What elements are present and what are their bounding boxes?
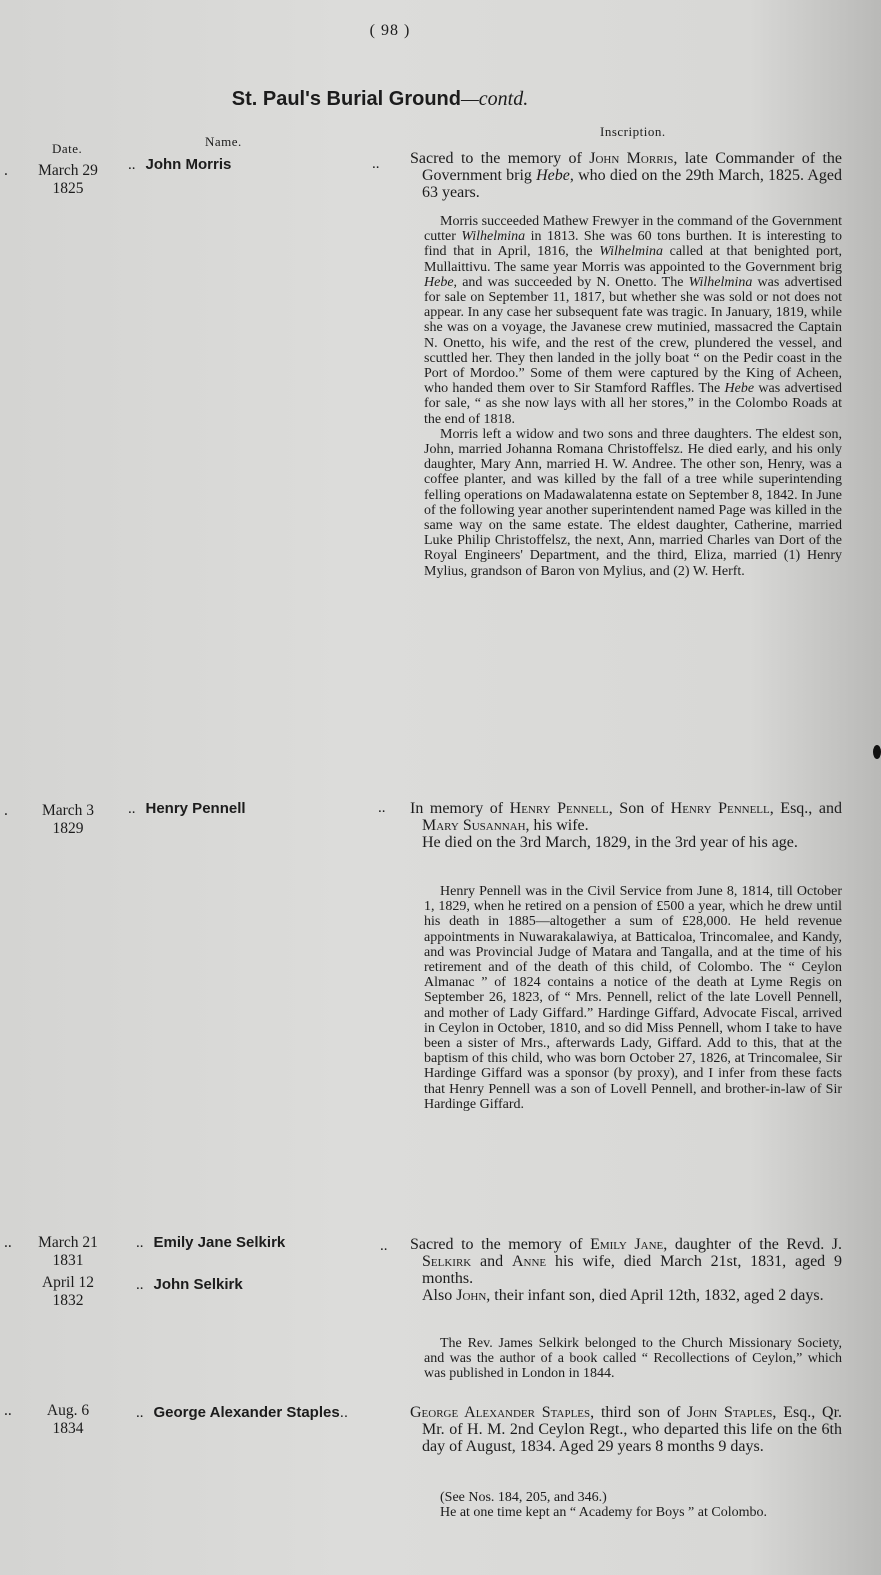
column-header-date: Date. [52,141,83,156]
entry-note: (See Nos. 184, 205, and 346.) He at one time kept an “ Academy for Boys ” at Colombo. [440,1490,767,1521]
entry-inscription: In memory of Henry Pennell, Son of Henry Pennell, Esq., and Mary Susannah, his wife. He died on the 3rd March, 1829, in the 3rd year of his age. [410,800,842,851]
entry-date: April 12 1832 [41,1274,95,1309]
page-title [0,88,760,111]
entry-note: Morris succeeded Mathew Frewyer in the command of the Government cutter Wilhelmina in 1813. She was 60 tons burthen. It is interesting to find that in April, 1816, the Wilhelmina called at that benighted port, Mullaittivu. The same year Morris was appointed to the Government brig Hebe, and was succeeded by N. Onetto. The Wilhelmina was advertised for sale on September 11, 1817, but whether she was sold or not does not appear. In any case her subsequent fate was tragic. In January, 1819, while she was on a voyage, the Javanese crew mutinied, massacred the Captain N. Onetto, his wife, and the rest of the crew, plundered the vessel, and scuttled her. They then landed in the jolly boat “ on the Pedir coast in the Port of Mordoo.” Some of them were captured by the King of Acheen, who handed them over to Sir Stamford Raffles. The Hebe was advertised for sale, “ as she now lays with all her stores,” in the Colombo Roads at the end of 1818. Morris left a widow and two sons and three daughters. The eldest son, John, married Johanna Romana Christoffelsz. He died early, and his only daughter, Mary Ann, married H. W. Andree. The other son, Henry, was a coffee planter, and was killed by the fall of a tree while superintending felling operations on Madawalatenna estate on September 8, 1842. In June of the following year another superintendent named Page was killed in the same way on the same estate. The eldest daughter, Catherine, married Luke Philip Christoffelsz, the next, Ann, married Charles van Dort of the Royal Engineers' Department, and the third, Eliza, married (1) Henry Mylius, grandson of Baron von Mylius, and (2) W. Herft. [424,214,842,579]
entry-date: .. Aug. 6 1834 [4,1402,90,1437]
entry-note: Henry Pennell was in the Civil Service from June 8, 1814, till October 1, 1829, when he retired on a pension of £500 a year, which he drew until his death in 1885—altogether a sum of £28,000. He held revenue appointments in Nuwarakalawiya, at Batticaloa, Trincomalee, and Kandy, and was Provincial Judge of Matara and Tangalla, and at the time of his retirement and of the death of this child, of Colombo. The “ Ceylon Almanac ” of 1824 contains a notice of the death at Lyme Regis on September 26, 1823, of “ Mrs. Pennell, relict of the late Lovell Pennell, and mother of Lady Giffard.” Hardinge Giffard, Advocate Fiscal, arrived in Ceylon in October, 1810, and so did Miss Pennell, whom I take to have been a sister of Mrs., afterwards Lady, Giffard. Add to this, that at the baptism of this child, who was born October 27, 1826, at Trincomalee, Sir Hardinge Giffard was a sponsor (by proxy), and I infer from these facts that Henry Pennell was a son of Lovell Pennell, and brother-in-law of Sir Hardinge Giffard. [424,884,842,1112]
entry-name: .. Emily Jane Selkirk [136,1234,286,1251]
entry-name: .. John Selkirk [136,1276,243,1293]
leader-dots: .. [372,156,380,172]
entry-note: The Rev. James Selkirk belonged to the Church Missionary Society, and was the author of a book called “ Recollections of Ceylon,” which was published in London in 1844. [424,1336,842,1382]
column-header-name: Name. [205,134,242,149]
leader-dots: .. [378,800,386,816]
leader-dots: .. [380,1238,388,1254]
entry-inscription: Sacred to the memory of Emily Jane, daughter of the Revd. J. Selkirk and Anne his wife, died March 21st, 1831, aged 9 months. Also John, their infant son, died April 12th, 1832, aged 2 days. [410,1236,843,1304]
entry-inscription: Sacred to the memory of John Morris, late Commander of the Government brig Hebe, who died on the 29th March, 1825. Aged 63 years. [410,150,843,201]
entry-date: . March 29 1825 [4,162,98,197]
column-header-inscription: Inscription. [600,124,666,139]
entry-name: .. John Morris [128,156,232,173]
ink-blot [873,745,881,759]
entry-name: .. George Alexander Staples.. [136,1404,349,1421]
entry-name: .. Henry Pennell [128,800,246,817]
title-contd: —contd. [461,88,529,110]
entry-date: . March 3 1829 [4,802,95,837]
page-number: ( 98 ) [369,22,411,39]
entry-date: .. March 21 1831 [4,1234,98,1269]
entry-inscription: George Alexander Staples, third son of John Staples, Esq., Qr. Mr. of H. M. 2nd Ceylon Regt., who departed this life on the 6th day of August, 1834. Aged 29 years 8 months 9 days. [410,1404,843,1455]
title-main: St. Paul's Burial Ground [231,88,461,110]
